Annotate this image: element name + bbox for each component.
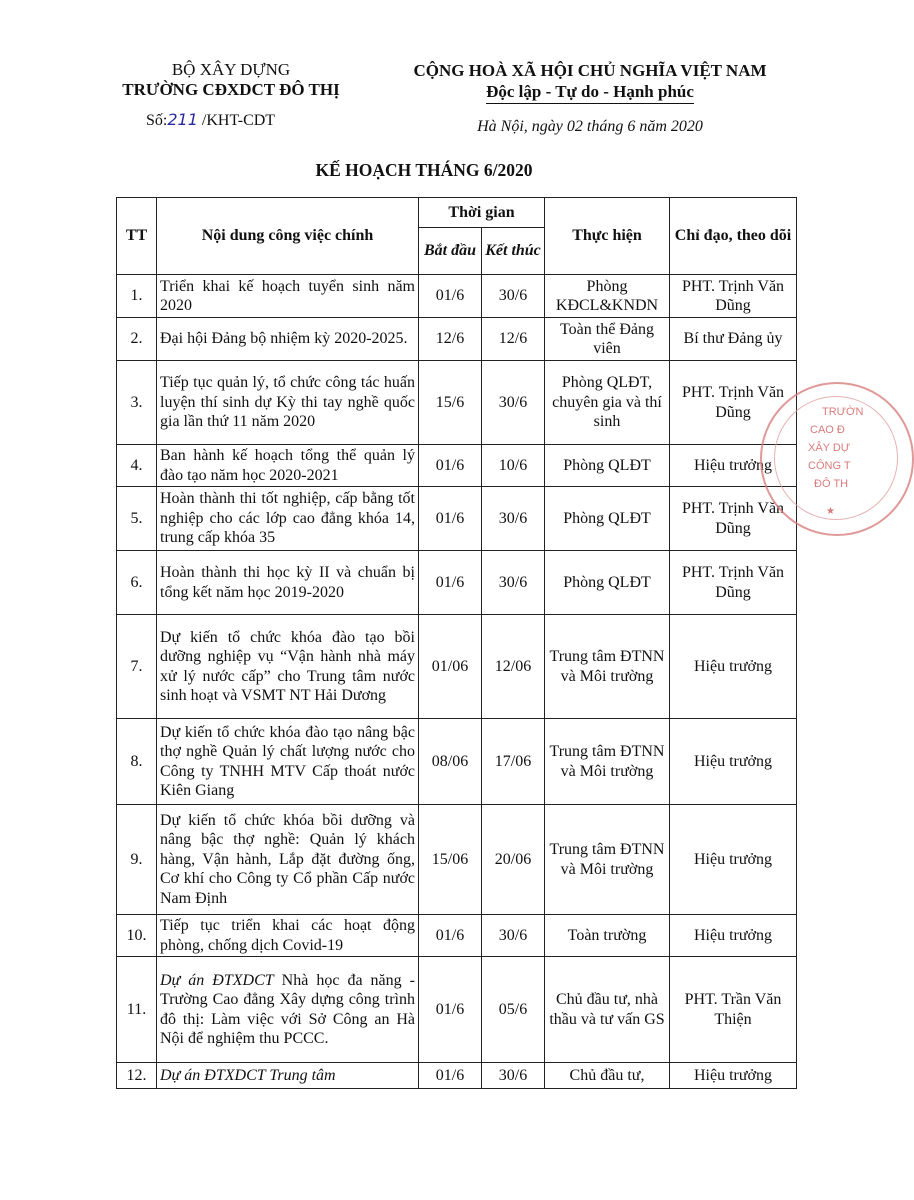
table-row: [117, 361, 797, 445]
row-start: 08/06: [419, 719, 482, 805]
stamp-line: ĐÔ TH: [814, 478, 849, 490]
row-tt: 5.: [117, 487, 157, 551]
row-tt: 1.: [117, 275, 157, 318]
row-executor: Chủ đầu tư,: [545, 1063, 670, 1089]
table-row: [117, 275, 797, 318]
stamp-line: TRƯỜN: [822, 406, 864, 418]
row-end: 05/6: [482, 957, 545, 1063]
row-start: 01/6: [419, 551, 482, 615]
header-end: Kết thúc: [482, 228, 545, 275]
row-director: Hiệu trưởng: [670, 1063, 797, 1089]
row-executor: Trung tâm ĐTNN và Môi trường: [545, 805, 670, 915]
row-start: 01/6: [419, 275, 482, 318]
row-director: Hiệu trưởng: [670, 445, 797, 487]
row-executor: Toàn thể Đảng viên: [545, 318, 670, 361]
row-start: 01/6: [419, 445, 482, 487]
stamp-line: CÔNG T: [808, 460, 851, 472]
row-start: 01/6: [419, 1063, 482, 1089]
row-executor: Toàn trường: [545, 915, 670, 957]
table-row: [117, 615, 797, 719]
row-content: Ban hành kế hoạch tổng thể quản lý đào tạo năm học 2020-2021: [157, 445, 419, 487]
row-tt: 12.: [117, 1063, 157, 1089]
stamp-line: CAO Đ: [810, 424, 845, 436]
row-executor: Chủ đầu tư, nhà thầu và tư vấn GS: [545, 957, 670, 1063]
row-end: 10/6: [482, 445, 545, 487]
row-end: 12/6: [482, 318, 545, 361]
document-number: [96, 110, 366, 131]
row-end: 17/06: [482, 719, 545, 805]
row-content: Hoàn thành thi tốt nghiệp, cấp bằng tốt nghiệp cho các lớp cao đẳng khóa 14, trung cấp khóa 35: [157, 487, 419, 551]
row-start: 01/6: [419, 487, 482, 551]
table-row: [117, 1063, 797, 1089]
row-end: 30/6: [482, 361, 545, 445]
row-end: 30/6: [482, 1063, 545, 1089]
row-content: Tiếp tục quản lý, tổ chức công tác huấn luyện thí sinh dự Kỳ thi tay nghề quốc gia lần thứ 11 năm 2020: [157, 361, 419, 445]
header-content: Nội dung công việc chính: [157, 198, 419, 275]
row-tt: 9.: [117, 805, 157, 915]
plan-table: [116, 197, 797, 1089]
row-executor: Trung tâm ĐTNN và Môi trường: [545, 719, 670, 805]
table-row: [117, 915, 797, 957]
doc-number-suffix: /KHT-CDT: [201, 112, 276, 129]
row-executor: Trung tâm ĐTNN và Môi trường: [545, 615, 670, 719]
table-row: [117, 805, 797, 915]
row-tt: 8.: [117, 719, 157, 805]
doc-number-prefix: Số:: [146, 112, 168, 129]
header-time: Thời gian: [419, 198, 545, 228]
row-tt: 10.: [117, 915, 157, 957]
stamp-star-icon: ★: [826, 506, 835, 517]
page-title: KẾ HOẠCH THÁNG 6/2020: [315, 160, 533, 180]
row-end: 20/06: [482, 805, 545, 915]
doc-number-handwritten: 211: [167, 110, 198, 129]
row-end: 30/6: [482, 275, 545, 318]
table-row: [117, 445, 797, 487]
place-date: Hà Nội, ngày 02 tháng 6 năm 2020: [477, 118, 703, 135]
header-executor: Thực hiện: [545, 198, 670, 275]
project-label: Dự án ĐTXDCT: [160, 971, 274, 989]
row-director: PHT. Trịnh Văn Dũng: [670, 361, 797, 445]
row-end: 30/6: [482, 551, 545, 615]
row-director: Hiệu trưởng: [670, 719, 797, 805]
row-content: Triển khai kế hoạch tuyển sinh năm 2020: [157, 275, 419, 318]
header-tt: TT: [117, 198, 157, 275]
school-name: TRƯỜNG CĐXDCT ĐÔ THỊ: [122, 80, 340, 99]
row-director: Bí thư Đảng ủy: [670, 318, 797, 361]
row-executor: Phòng QLĐT: [545, 487, 670, 551]
row-end: 12/06: [482, 615, 545, 719]
row-executor: Phòng QLĐT: [545, 551, 670, 615]
row-tt: 4.: [117, 445, 157, 487]
row-director: Hiệu trưởng: [670, 805, 797, 915]
row-director: PHT. Trịnh Văn Dũng: [670, 487, 797, 551]
row-content: Dự kiến tổ chức khóa đào tạo nâng bậc thợ nghề Quản lý chất lượng nước cho Công ty TNHH MTV Cấp thoát nước Kiên Giang: [157, 719, 419, 805]
row-director: Hiệu trưởng: [670, 615, 797, 719]
row-director: PHT. Trịnh Văn Dũng: [670, 275, 797, 318]
header-left: [96, 60, 366, 131]
row-content: Hoàn thành thi học kỳ II và chuẩn bị tổng kết năm học 2019-2020: [157, 551, 419, 615]
ministry-name: BỘ XÂY DỰNG: [171, 60, 291, 79]
row-start: 12/6: [419, 318, 482, 361]
row-start: 01/6: [419, 957, 482, 1063]
nation-title: CỘNG HOÀ XÃ HỘI CHỦ NGHĨA VIỆT NAM: [413, 61, 767, 80]
row-content: Dự kiến tổ chức khóa bồi dưỡng và nâng bậc thợ nghề: Quản lý khách hàng, Vận hành, Lắp đặt đường ống, Cơ khí cho Công ty Cổ phần Cấp nước Nam Định: [157, 805, 419, 915]
row-content: Dự kiến tổ chức khóa đào tạo bồi dưỡng nghiệp vụ “Vận hành nhà máy xử lý nước cấp” cho Trung tâm nước sinh hoạt và VSMT NT Hải Dương: [157, 615, 419, 719]
row-content: [157, 957, 419, 1063]
project-label: Dự án ĐTXDCT Trung tâm: [160, 1066, 336, 1084]
row-tt: 11.: [117, 957, 157, 1063]
row-tt: 6.: [117, 551, 157, 615]
row-director: Hiệu trưởng: [670, 915, 797, 957]
row-start: 01/6: [419, 915, 482, 957]
row-executor: Phòng QLĐT, chuyên gia và thí sinh: [545, 361, 670, 445]
row-tt: 7.: [117, 615, 157, 719]
header-start: Bắt đầu: [419, 228, 482, 275]
row-content: Tiếp tục triển khai các hoạt động phòng, chống dịch Covid-19: [157, 915, 419, 957]
row-tt: 2.: [117, 318, 157, 361]
project-detail: Nhà học đa năng -Trường Cao đẳng Xây dựng công trình đô thị: Làm việc với Sở Công an Hà Nội để nghiệm thu PCCC.: [160, 971, 415, 1047]
table-row: [117, 318, 797, 361]
row-content: [157, 1063, 419, 1089]
header-right: [370, 60, 810, 137]
row-executor: Phòng QLĐT: [545, 445, 670, 487]
row-end: 30/6: [482, 915, 545, 957]
row-start: 01/06: [419, 615, 482, 719]
stamp-line: XÂY DỰ: [808, 442, 851, 454]
table-row: [117, 551, 797, 615]
row-executor: Phòng KĐCL&KNDN: [545, 275, 670, 318]
row-tt: 3.: [117, 361, 157, 445]
nation-motto: Độc lập - Tự do - Hạnh phúc: [486, 81, 694, 104]
table-row: [117, 487, 797, 551]
row-start: 15/6: [419, 361, 482, 445]
row-director: PHT. Trịnh Văn Dũng: [670, 551, 797, 615]
table-header-row: [117, 198, 797, 228]
row-director: PHT. Trần Văn Thiện: [670, 957, 797, 1063]
row-end: 30/6: [482, 487, 545, 551]
table-row: [117, 719, 797, 805]
row-content: Đại hội Đảng bộ nhiệm kỳ 2020-2025.: [157, 318, 419, 361]
row-start: 15/06: [419, 805, 482, 915]
header-director: Chỉ đạo, theo dõi: [670, 198, 797, 275]
table-row: [117, 957, 797, 1063]
